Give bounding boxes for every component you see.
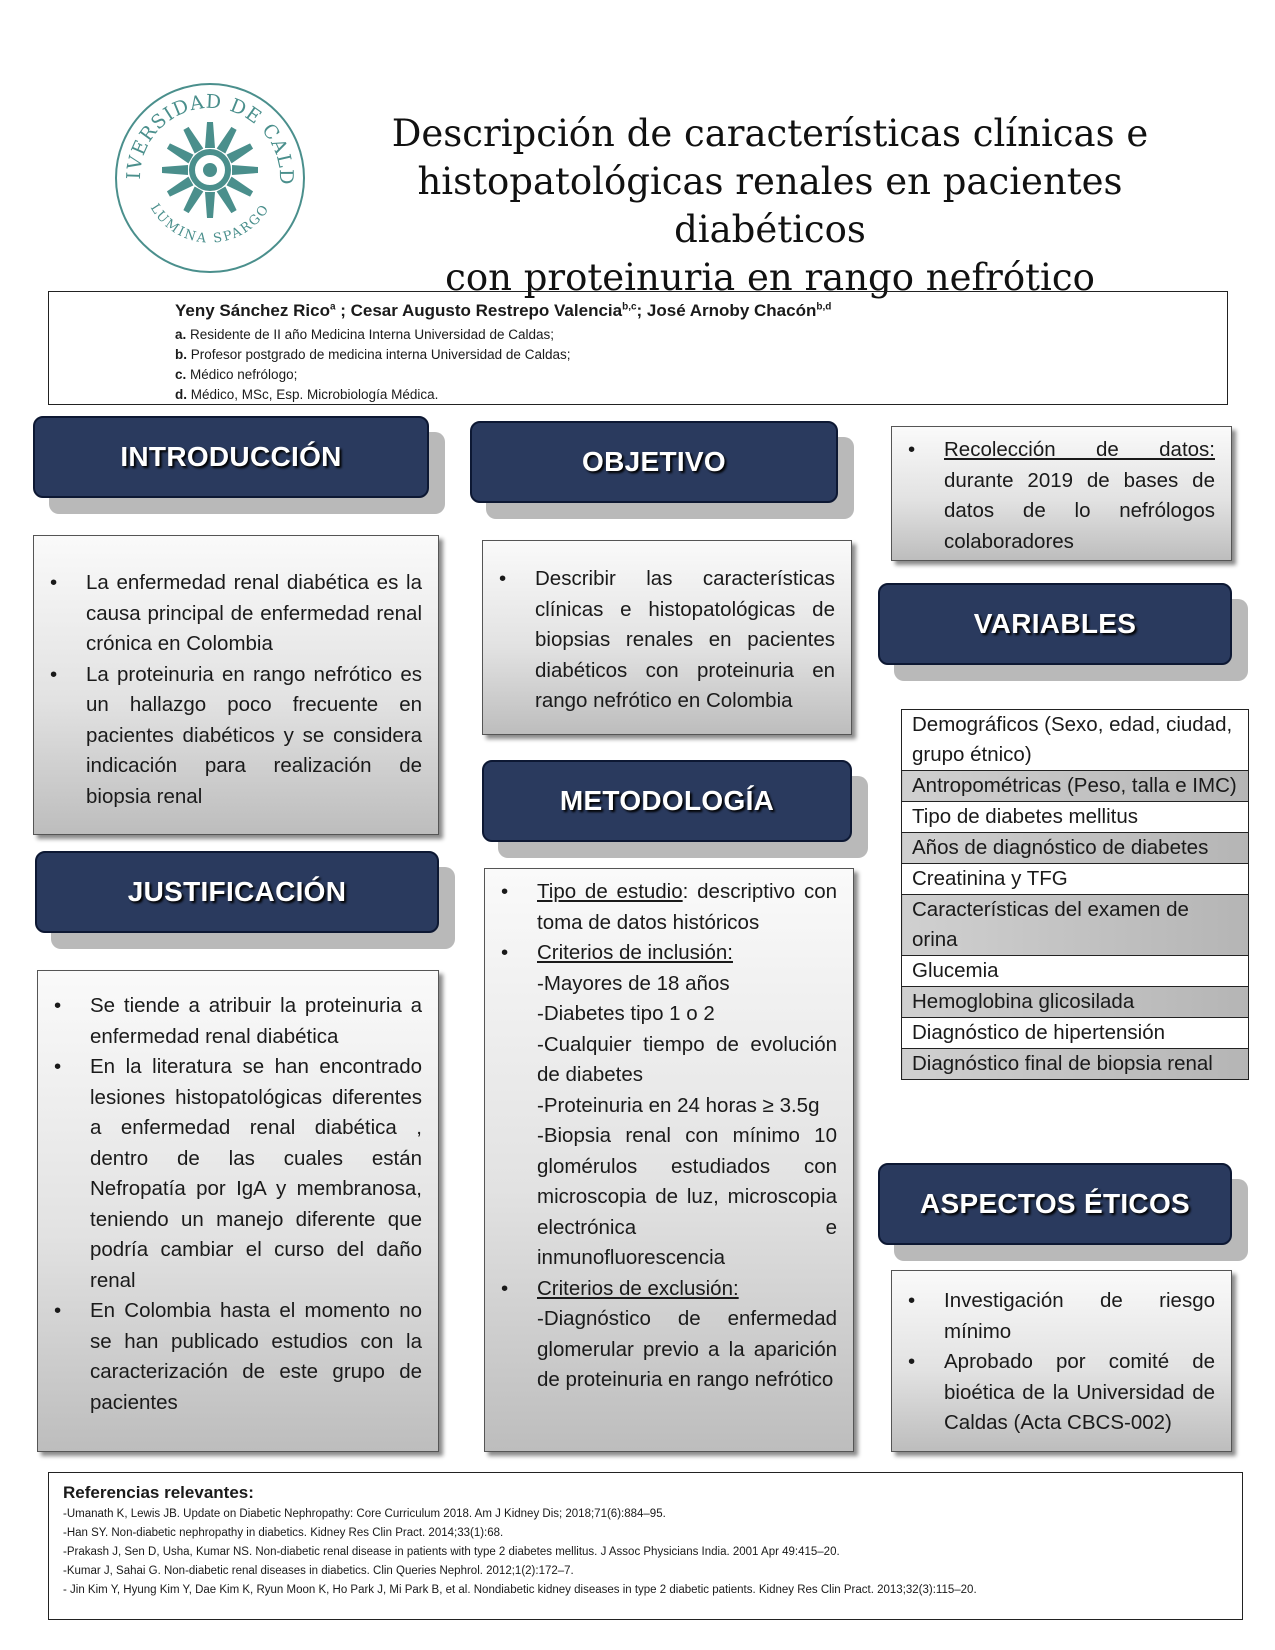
reference-item: -Kumar J, Sahai G. Non-diabetic renal diseases in diabetics. Clin Queries Nephrol. 2012;1(2):172–7.: [63, 1565, 574, 1577]
author-2: ; Cesar Augusto Restrepo Valencia: [335, 301, 623, 320]
reference-item: -Han SY. Non-diabetic nephropathy in diabetics. Kidney Res Clin Pract. 2014;33(1):68.: [63, 1527, 504, 1539]
references-box: [48, 1472, 1243, 1620]
table-row: Hemoglobina glicosilada: [902, 987, 1249, 1018]
metodologia-box: [484, 868, 854, 1452]
exclusion-criterion: -Diagnóstico de enfermedad glomerular previo a la aparición de proteinuria en rango nefrótico: [537, 1307, 837, 1391]
recoleccion-item: • Recolección de datos: durante 2019 de bases de datos de lo nefrólogos colaboradores: [892, 435, 1215, 557]
table-row: Glucemia: [902, 956, 1249, 987]
header-justificacion: JUSTIFICACIÓN: [35, 851, 439, 933]
author-3: ; José Arnoby Chacón: [636, 301, 817, 320]
reference-item: -Umanath K, Lewis JB. Update on Diabetic Nephropathy: Core Curriculum 2018. Am J Kidney Dis; 2018;71(6):884–95.: [63, 1508, 666, 1520]
authors-box: [48, 291, 1228, 405]
reference-item: -Prakash J, Sen D, Usha, Kumar NS. Non-diabetic renal disease in patients with type 2 diabetes mellitus. J Assoc Physicians India. 2001 Apr 49:415–20.: [63, 1546, 840, 1558]
header-aspectos-eticos: ASPECTOS ÉTICOS: [878, 1163, 1232, 1245]
affiliation: d. Médico, MSc, Esp. Microbiología Médica.: [175, 387, 439, 402]
inclusion-criterion: -Diabetes tipo 1 o 2: [537, 1002, 715, 1025]
author-names: Yeny Sánchez Rico$^a$ ; Cesar Augusto Restrepo Valencia$^{b,c}$; José Arnoby Chacón$^{b,d}$: [175, 301, 832, 320]
table-row: Diagnóstico final de biopsia renal: [902, 1049, 1249, 1080]
inclusion-item: • Criterios de inclusión: -Mayores de 18 años -Diabetes tipo 1 o 2 -Cualquier tiempo de evolución de diabetes -Proteinuria en 24 horas ≥ 3.5g -Biopsia renal con mínimo 10 glomérulos estudiados con microscopia de luz, microscopia electrónica e inmunofluorescencia: [485, 938, 837, 1274]
list-item: • Se tiende a atribuir la proteinuria a enfermedad renal diabética: [38, 991, 422, 1052]
table-row: Años de diagnóstico de diabetes: [902, 833, 1249, 864]
metodologia-list: [485, 877, 837, 1396]
inclusion-criterion: -Biopsia renal con mínimo 10 glomérulos estudiados con microscopia de luz, microscopia electrónica e inmunofluorescencia: [537, 1124, 837, 1269]
justificacion-list: [38, 991, 422, 1418]
table-row: Creatinina y TFG: [902, 864, 1249, 895]
table-row: Características del examen de orina: [902, 895, 1249, 956]
justificacion-box: [37, 970, 439, 1452]
affiliation: a. Residente de II año Medicina Interna Universidad de Caldas;: [175, 327, 554, 342]
reference-item: - Jin Kim Y, Hyung Kim Y, Dae Kim K, Ryun Moon K, Ho Park J, Mi Park B, et al. Nondiabetic kidney diseases in type 2 diabetic patients. Kidney Res Clin Pract. 2013;32(3):115–20.: [63, 1584, 977, 1596]
list-item: • En Colombia hasta el momento no se han publicado estudios con la caracterización de este grupo de pacientes: [38, 1296, 422, 1418]
table-row: Antropométricas (Peso, talla e IMC): [902, 771, 1249, 802]
tipo-estudio-item: • Tipo de estudio: descriptivo con toma de datos históricos: [485, 877, 837, 938]
header-objetivo: OBJETIVO: [470, 421, 838, 503]
title-line-1: Descripción de características clínicas e: [391, 112, 1149, 155]
table-row: Tipo de diabetes mellitus: [902, 802, 1249, 833]
exclusion-item: • Criterios de exclusión: -Diagnóstico de enfermedad glomerular previo a la aparición de proteinuria en rango nefrótico: [485, 1274, 837, 1396]
eticos-list: [892, 1286, 1215, 1439]
title-line-3: con proteinuria en rango nefrótico: [445, 256, 1095, 299]
list-item: • Describir las características clínicas e histopatológicas de biopsias renales en pacientes diabéticos con proteinuria en rango nefrótico en Colombia: [483, 564, 835, 717]
variables-table: [901, 709, 1249, 1080]
table-row: Diagnóstico de hipertensión: [902, 1018, 1249, 1049]
list-item: • La enfermedad renal diabética es la causa principal de enfermedad renal crónica en Colombia: [34, 568, 422, 660]
introduccion-list: [34, 568, 422, 812]
recoleccion-box: [891, 426, 1232, 561]
list-item: • Investigación de riesgo mínimo: [892, 1286, 1215, 1347]
logo-text-bottom: LUMINA SPARGO: [146, 201, 274, 247]
title-line-2: histopatológicas renales en pacientes diabéticos: [417, 160, 1123, 251]
affiliation: c. Médico nefrólogo;: [175, 367, 298, 382]
header-introduccion: INTRODUCCIÓN: [33, 416, 429, 498]
list-item: • La proteinuria en rango nefrótico es un hallazgo poco frecuente en pacientes diabéticos y se considera indicación para realización de biopsia renal: [34, 660, 422, 813]
affiliation: b. Profesor postgrado de medicina interna Universidad de Caldas;: [175, 347, 571, 362]
header-variables: VARIABLES: [878, 583, 1232, 665]
references-title: Referencias relevantes:: [63, 1483, 254, 1502]
header-metodologia: METODOLOGÍA: [482, 760, 852, 842]
logo-text-top: IVERSIDAD DE CALD: [122, 90, 298, 186]
table-row: Demográficos (Sexo, edad, ciudad, grupo étnico): [902, 710, 1249, 771]
author-1: Yeny Sánchez Rico: [175, 301, 330, 320]
inclusion-criterion: -Mayores de 18 años: [537, 971, 730, 995]
list-item: • Aprobado por comité de bioética de la Universidad de Caldas (Acta CBCS-002): [892, 1347, 1215, 1439]
list-item: • En la literatura se han encontrado lesiones histopatológicas diferentes a enfermedad renal diabética , dentro de las cuales están Nefropatía por IgA y membranosa, teniendo un manejo diferente que podría cambiar el curso del daño renal: [38, 1052, 422, 1296]
university-logo: [112, 80, 308, 276]
poster-title: [330, 110, 1210, 302]
eticos-box: [891, 1270, 1232, 1452]
university-seal-icon: [112, 80, 308, 276]
inclusion-criterion: -Cualquier tiempo de evolución de diabetes: [537, 1032, 837, 1086]
introduccion-box: [33, 535, 439, 835]
inclusion-criterion: -Proteinuria en 24 horas ≥ 3.5g: [537, 1093, 820, 1117]
objetivo-list: [483, 564, 835, 717]
objetivo-box: [482, 540, 852, 735]
